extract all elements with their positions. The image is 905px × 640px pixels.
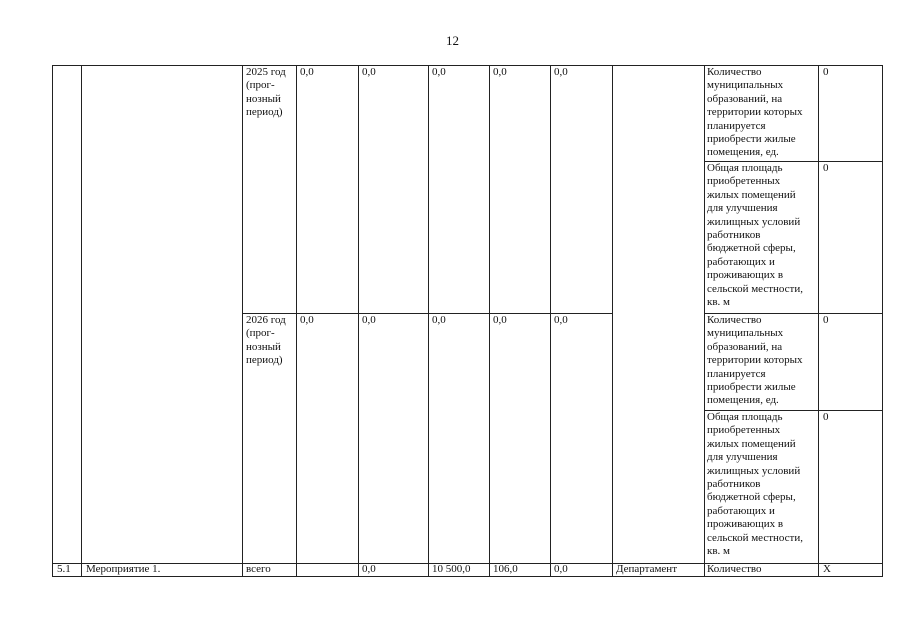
table-line — [612, 65, 613, 577]
table-line — [704, 65, 705, 577]
table-line — [489, 65, 490, 577]
value-cell: 0,0 — [300, 66, 314, 78]
page-number: 12 — [446, 33, 459, 48]
executor-cell: Департамент — [616, 563, 678, 575]
value-cell: 0,0 — [493, 66, 507, 78]
indicator-name: Общая площадь приобретенных жилых помещений для улучшения жилищных условий работников бюджетной сферы, работающих и проживающих в сельской местности, кв. м — [707, 411, 804, 558]
period-cell: 2025 год (прог- нозный период) — [246, 66, 286, 119]
value-cell: 0,0 — [554, 66, 568, 78]
value-cell: 106,0 — [493, 563, 518, 575]
measure-name: Мероприятие 1. — [86, 563, 161, 575]
period-cell: всего — [246, 563, 271, 575]
value-cell: 0,0 — [432, 314, 446, 326]
indicator-value: 0 — [823, 162, 829, 174]
indicator-name: Количество муниципальных образований, на территории которых планируется приобрести жилые помещения, ед. — [707, 66, 803, 159]
table-line — [52, 65, 53, 577]
value-cell: 0,0 — [300, 314, 314, 326]
table-line — [428, 65, 429, 577]
value-cell: 0,0 — [362, 66, 376, 78]
indicator-name: Количество — [707, 563, 762, 575]
period-cell: 2026 год (прог- нозный период) — [246, 314, 286, 367]
table-line — [81, 65, 82, 577]
table-line — [550, 65, 551, 577]
value-cell: 0,0 — [554, 563, 568, 575]
value-cell: 0,0 — [432, 66, 446, 78]
table-line — [242, 65, 243, 577]
indicator-value: 0 — [823, 314, 829, 326]
row-number: 5.1 — [57, 563, 71, 575]
table-line — [358, 65, 359, 577]
indicator-name: Количество муниципальных образований, на территории которых планируется приобрести жилые помещения, ед. — [707, 314, 803, 407]
table-line — [882, 65, 883, 577]
indicator-name: Общая площадь приобретенных жилых помещений для улучшения жилищных условий работников бюджетной сферы, работающих и проживающих в сельской местности, кв. м — [707, 162, 804, 309]
value-cell: 0,0 — [554, 314, 568, 326]
table-line — [296, 65, 297, 577]
indicator-value: Х — [823, 563, 831, 575]
value-cell: 0,0 — [362, 314, 376, 326]
value-cell: 0,0 — [362, 563, 376, 575]
value-cell: 10 500,0 — [432, 563, 471, 575]
indicator-value: 0 — [823, 411, 829, 423]
value-cell: 0,0 — [493, 314, 507, 326]
indicator-value: 0 — [823, 66, 829, 78]
